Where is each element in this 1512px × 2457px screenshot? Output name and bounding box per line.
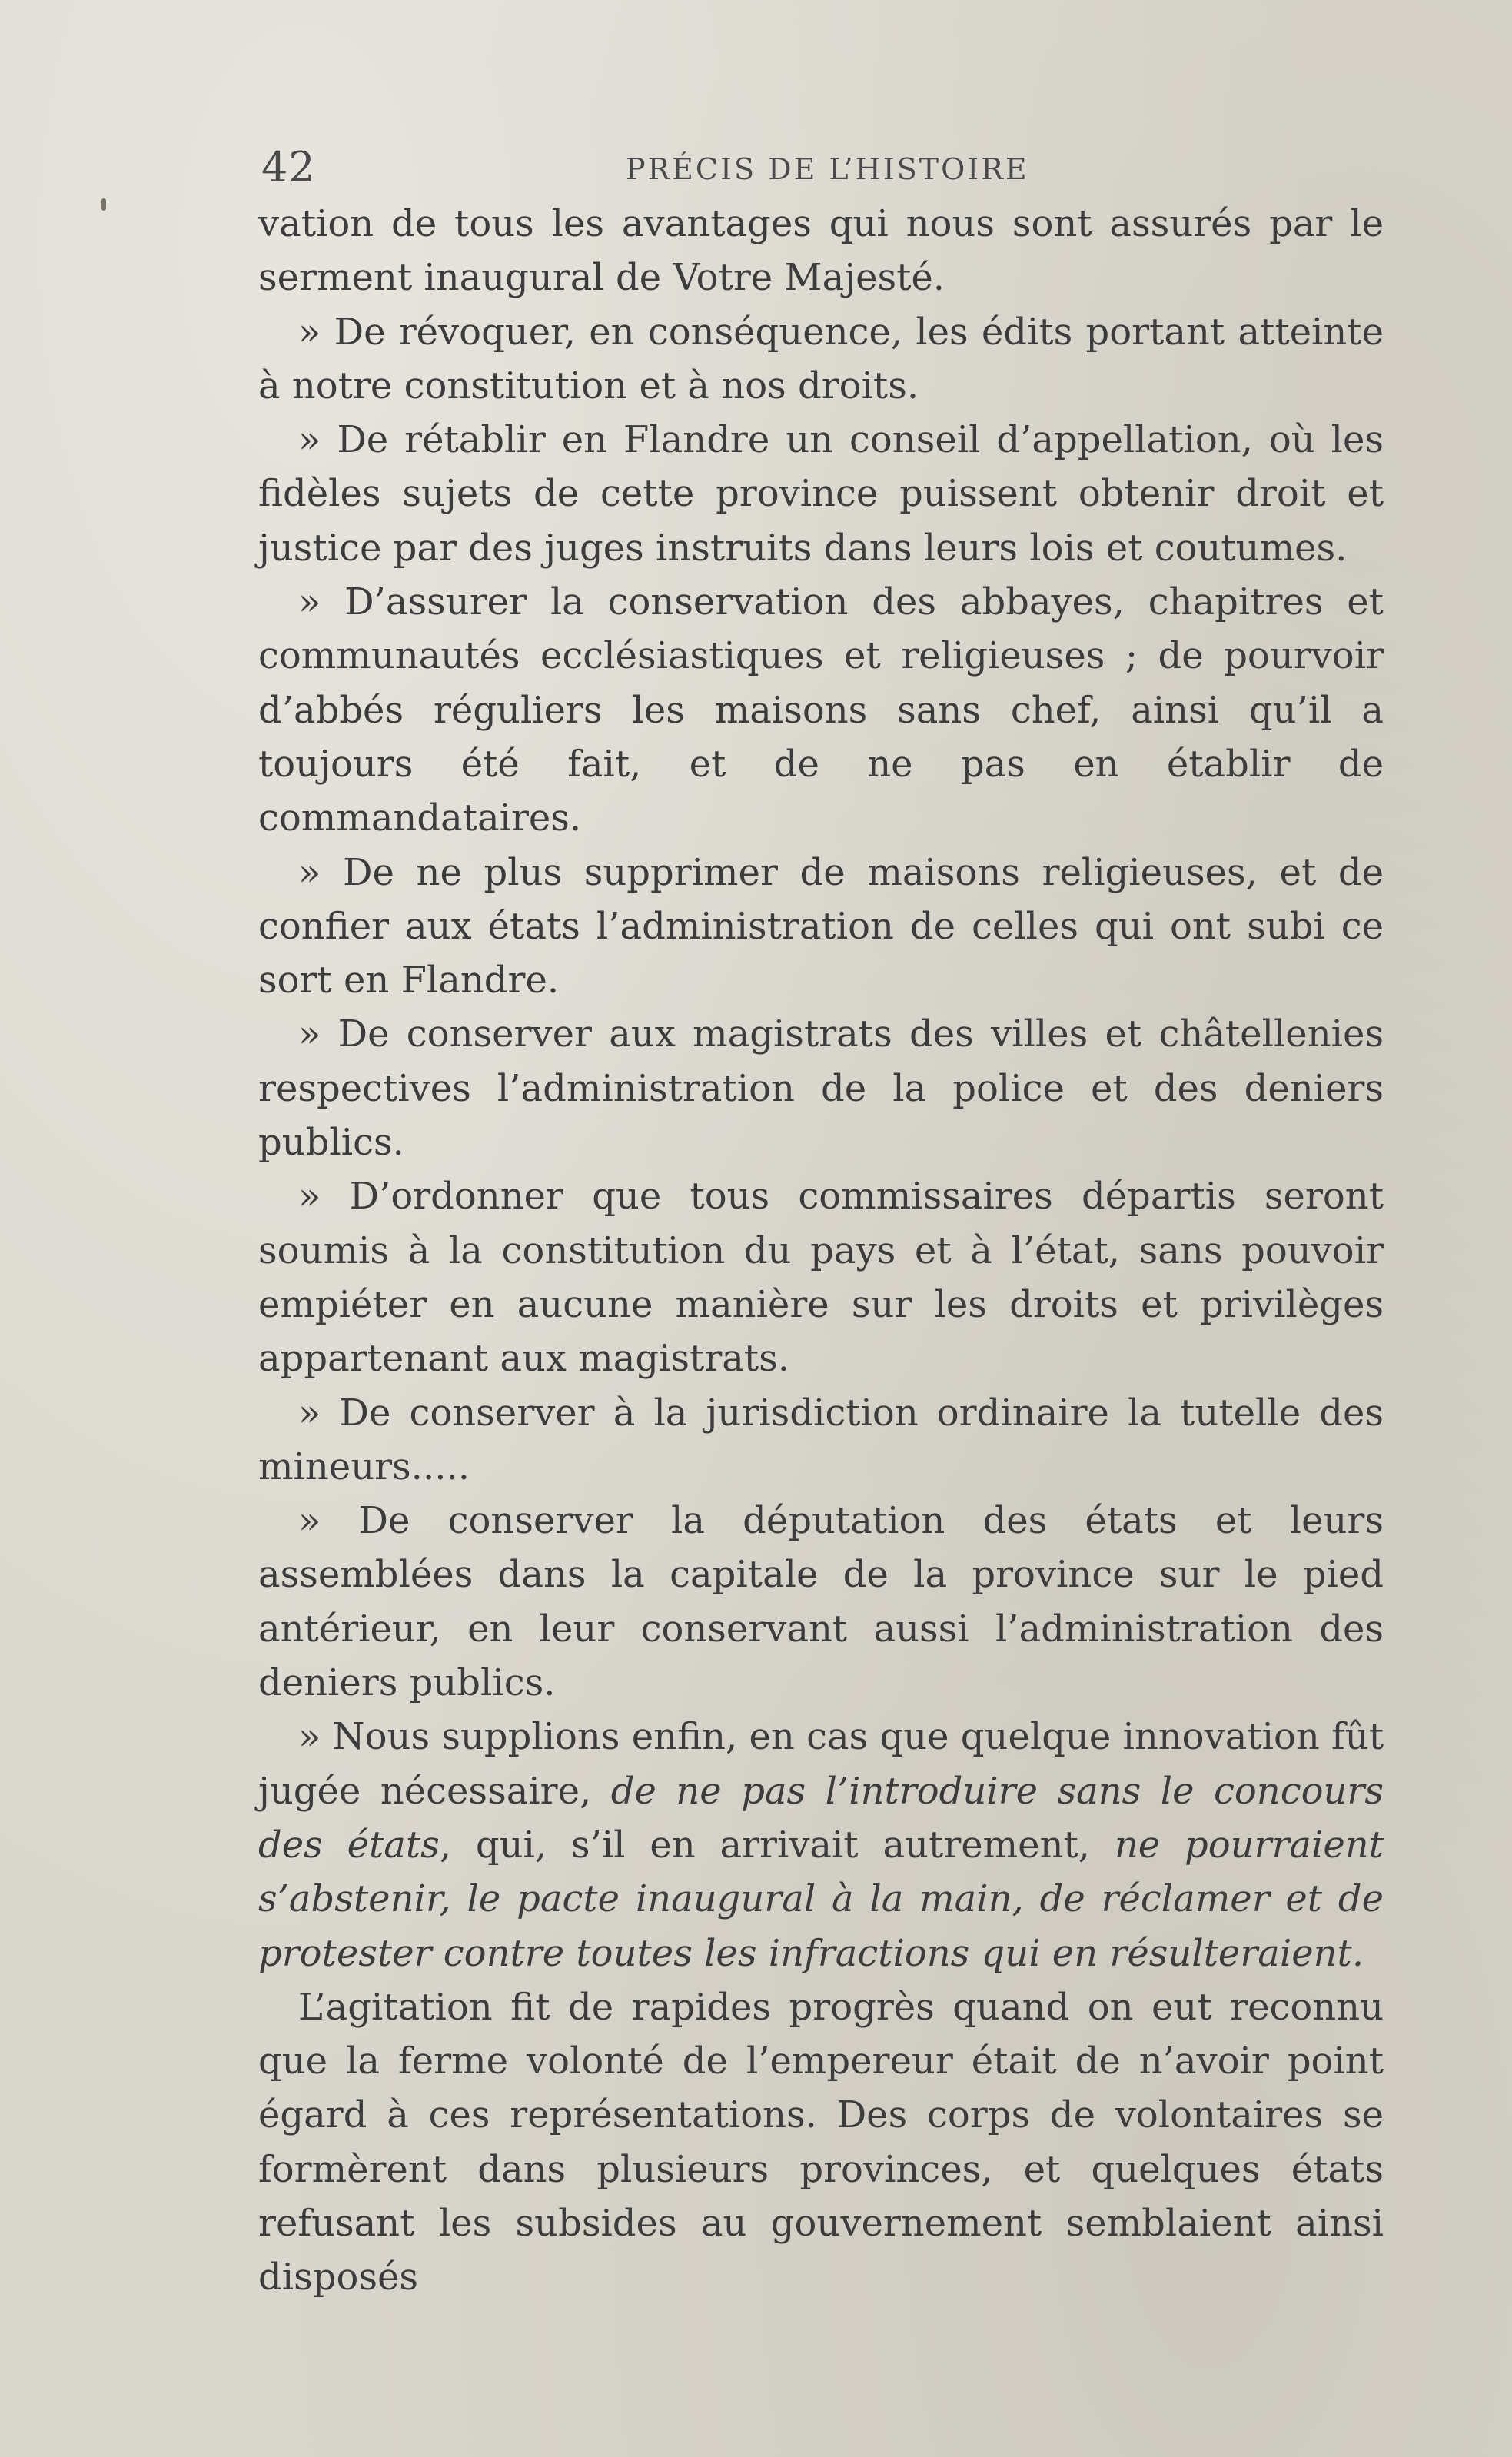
supplication-italic-text: ne pourraient s’abstenir, le pacte inaugural à la main, de réclamer et de protester contre toutes les infractions qui en résulteraient. — [258, 1823, 1384, 1975]
paragraph: vation de tous les avantages qui nous sont assurés par le serment inaugural de Votre Majesté. — [258, 202, 1384, 300]
page-header — [258, 143, 1384, 197]
page-body — [258, 197, 1384, 2305]
running-head: PRÉCIS DE L’HISTOIRE — [626, 152, 1029, 186]
paragraph: » De conserver aux magistrats des villes et châtellenies respectives l’administration de la police et des deniers publics. — [258, 1012, 1384, 1165]
supplication-paragraph — [258, 1710, 1384, 1980]
supplication-text: , qui, s’il en arrivait autrement, — [439, 1823, 1115, 1867]
supplication-italic-text: de ne pas l’introduire sans le concours des états — [258, 1769, 1384, 1867]
supplication-text: » Nous supplions enfin, en cas que quelque innovation fût jugée nécessaire, — [258, 1715, 1384, 1813]
paragraph: » De conserver à la jurisdiction ordinaire la tutelle des mineurs..... — [258, 1391, 1384, 1488]
closing-paragraph: L’agitation fit de rapides progrès quand on eut reconnu que la ferme volonté de l’empereur était de n’avoir point égard à ces représentations. Des corps de volontaires se formèrent dans plusieurs provinces, et quelques états refusant les subsides au gouvernement semblaient ainsi disposés — [258, 1985, 1384, 2299]
paper-speck — [101, 198, 106, 211]
paragraph: » De rétablir en Flandre un conseil d’appellation, où les fidèles sujets de cette province puissent obtenir droit et justice par des juges instruits dans leurs lois et coutumes. — [258, 418, 1384, 570]
paragraph: » De révoquer, en conséquence, les édits portant atteinte à notre constitution et à nos droits. — [258, 310, 1384, 407]
page-number: 42 — [261, 143, 316, 191]
paragraph: » De conserver la députation des états et leurs assemblées dans la capitale de la province sur le pied antérieur, en leur conservant aussi l’administration des deniers publics. — [258, 1499, 1384, 1705]
paragraph: » D’ordonner que tous commissaires départis seront soumis à la constitution du pays et à l’état, sans pouvoir empiéter en aucune manière sur les droits et privilèges appartenant aux magistrats. — [258, 1175, 1384, 1381]
paragraph: » D’assurer la conservation des abbayes, chapitres et communautés ecclésiastiques et religieuses ; de pourvoir d’abbés réguliers les maisons sans chef, ainsi qu’il a toujours été fait, et de ne pas en établir de commandataires. — [258, 580, 1384, 840]
book-page — [258, 143, 1384, 2305]
paragraph: » De ne plus supprimer de maisons religieuses, et de confier aux états l’administration de celles qui ont subi ce sort en Flandre. — [258, 850, 1384, 1002]
